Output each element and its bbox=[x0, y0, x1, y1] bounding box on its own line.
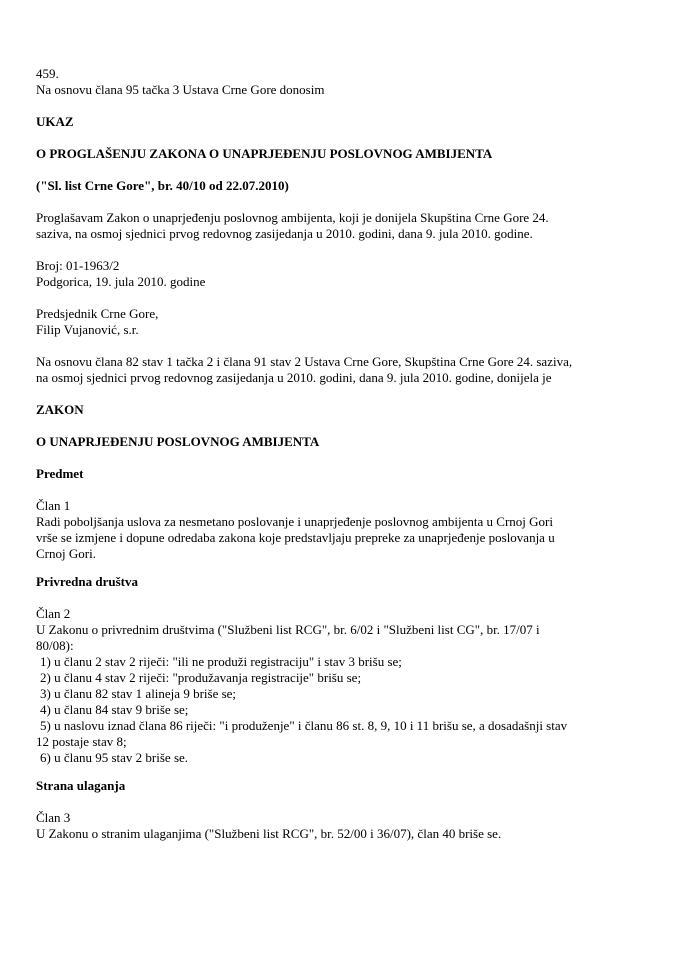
signer-name: Filip Vujanović, s.r. bbox=[36, 322, 139, 337]
article-1-number: Član 1 bbox=[36, 498, 71, 513]
place-date: Podgorica, 19. jula 2010. godine bbox=[36, 274, 206, 289]
section-heading-predmet: Predmet bbox=[36, 466, 84, 481]
decree-number: 459. bbox=[36, 66, 59, 81]
list-item: 2) u članu 4 stav 2 riječi: "produžavanja registracije" brišu se; bbox=[40, 670, 362, 685]
document-page bbox=[36, 66, 646, 842]
section-heading-strana: Strana ulaganja bbox=[36, 778, 126, 793]
article-1-line3: Crnoj Gori. bbox=[36, 546, 96, 561]
article-2-line1: U Zakonu o privrednim društvima ("Službeni list RCG", br. 6/02 i "Službeni list CG", br. 17/07 i bbox=[36, 622, 540, 637]
gazette-reference: ("Sl. list Crne Gore", br. 40/10 od 22.07.2010) bbox=[36, 178, 289, 193]
proclamation-text-line2: saziva, na osmoj sjednici prvog redovnog zasijedanja u 2010. godini, dana 9. jula 2010. godine. bbox=[36, 226, 533, 241]
article-3-line1: U Zakonu o stranim ulaganjima ("Službeni list RCG", br. 52/00 i 36/07), član 40 briše se. bbox=[36, 826, 502, 841]
list-item: 4) u članu 84 stav 9 briše se; bbox=[40, 702, 189, 717]
list-item: 3) u članu 82 stav 1 alineja 9 briše se; bbox=[40, 686, 237, 701]
list-item: 5) u naslovu iznad člana 86 riječi: "i produženje" i članu 86 st. 8, 9, 10 i 11 brišu se, a dosadašnji stav bbox=[40, 718, 568, 733]
ukaz-subtitle: O PROGLAŠENJU ZAKONA O UNAPRJEĐENJU POSLOVNOG AMBIJENTA bbox=[36, 146, 493, 161]
law-subtitle: O UNAPRJEĐENJU POSLOVNOG AMBIJENTA bbox=[36, 434, 320, 449]
article-3-number: Član 3 bbox=[36, 810, 71, 825]
list-item: 6) u članu 95 stav 2 briše se. bbox=[40, 750, 189, 765]
article-1-line1: Radi poboljšanja uslova za nesmetano poslovanje i unaprjeđenje poslovnog ambijenta u Crnoj Gori bbox=[36, 514, 553, 529]
reference-number: Broj: 01-1963/2 bbox=[36, 258, 120, 273]
article-1-line2: vrše se izmjene i dopune odredaba zakona koje predstavljaju prepreke za unaprjeđenje poslovanja u bbox=[36, 530, 555, 545]
decree-intro: Na osnovu člana 95 tačka 3 Ustava Crne Gore donosim bbox=[36, 82, 325, 97]
proclamation-text-line1: Proglašavam Zakon o unaprjeđenju poslovnog ambijenta, koji je donijela Skupština Crne Gore 24. bbox=[36, 210, 549, 225]
list-item-continuation: 12 postaje stav 8; bbox=[36, 734, 127, 749]
article-2-number: Član 2 bbox=[36, 606, 71, 621]
signer-title: Predsjednik Crne Gore, bbox=[36, 306, 159, 321]
ukaz-title: UKAZ bbox=[36, 114, 74, 129]
law-preamble-line2: na osmoj sjednici prvog redovnog zasijedanja u 2010. godini, dana 9. jula 2010. godine, donijela je bbox=[36, 370, 552, 385]
list-item: 1) u članu 2 stav 2 riječi: "ili ne produži registraciju" i stav 3 brišu se; bbox=[40, 654, 402, 669]
law-preamble-line1: Na osnovu člana 82 stav 1 tačka 2 i člana 91 stav 2 Ustava Crne Gore, Skupština Crne Gore 24. saziva, bbox=[36, 354, 573, 369]
article-2-line2: 80/08): bbox=[36, 638, 74, 653]
law-title: ZAKON bbox=[36, 402, 84, 417]
section-heading-privredna: Privredna društva bbox=[36, 574, 138, 589]
